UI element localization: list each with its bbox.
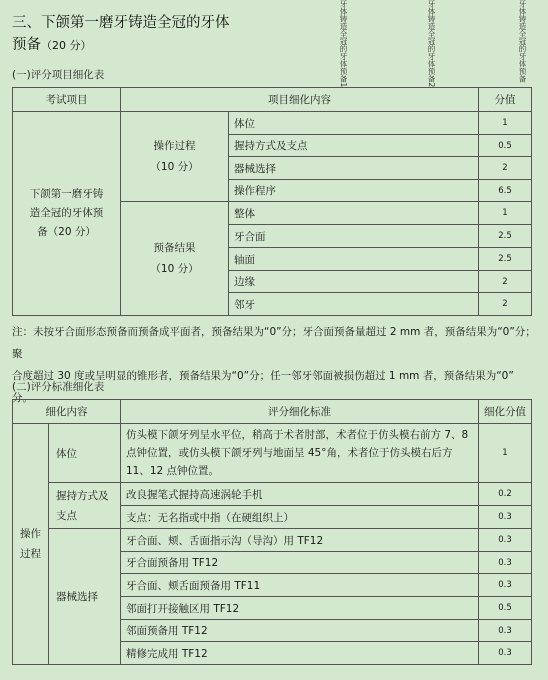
standard-value: 0.3 — [479, 574, 532, 597]
item-label: 邻牙 — [229, 293, 479, 316]
standard-text: 邻面打开接触区用 TF12 — [121, 597, 479, 620]
note-line2: 合度超过 30 度或呈明显的锥形者，预备结果为“0”分；任一邻牙邻面被损伤超过 1 mm 者，预备结果为“0” — [12, 370, 514, 382]
side-note-2: 牙体铸造全冠的牙体预备2 — [427, 0, 436, 88]
title-line1: 三、下颌第一磨牙铸造全冠的牙体 — [12, 15, 230, 31]
group-name: 操作过程 — [153, 139, 196, 152]
standard-text: 仿头模下颌牙列呈水平位，稍高于术者肘部，术者位于仿头模右前方 7、8 点钟位置，或仿头模下颌牙列与地面呈 45°角，术者位于仿头模右后方 11、12 点钟位置。 — [121, 424, 479, 483]
item-label: 体位 — [229, 112, 479, 135]
standard-text: 邻面预备用 TF12 — [121, 620, 479, 642]
category-cell: 操作过程 — [13, 424, 49, 665]
item-label: 牙合面 — [229, 225, 479, 248]
standard-text: 牙合面、颊、舌面指示沟（导沟）用 TF12 — [121, 529, 479, 552]
item-value: 2 — [479, 157, 532, 180]
header-item: 考试项目 — [13, 88, 121, 112]
standard-text: 改良握笔式握持高速涡轮手机 — [121, 483, 479, 506]
sub-name: 体位 — [49, 424, 121, 483]
title-score: （20 分） — [41, 39, 92, 52]
side-note-3: 牙体铸造全冠的牙体预备 — [518, 0, 527, 83]
note-paragraph — [12, 321, 536, 409]
standard-value: 0.3 — [479, 552, 532, 574]
header-score: 分值 — [479, 88, 532, 112]
project-cell: 下颌第一磨牙铸造全冠的牙体预备（20 分） — [13, 112, 121, 316]
standard-text: 支点：无名指或中指（在硬组织上） — [121, 506, 479, 529]
page-title — [12, 12, 312, 57]
standard-text: 精修完成用 TF12 — [121, 642, 479, 665]
side-note-1: 牙体铸造全冠的牙体预备1 — [339, 0, 348, 88]
scoring-standard-table — [12, 399, 532, 665]
group-points: （10 分） — [150, 160, 199, 173]
standard-value: 0.2 — [479, 483, 532, 506]
standard-value: 0.3 — [479, 620, 532, 642]
standard-value: 0.3 — [479, 529, 532, 552]
title-prep: 预备 — [12, 37, 41, 53]
header-score: 细化分值 — [479, 400, 532, 424]
sub-name: 器械选择 — [49, 529, 121, 665]
item-label: 器械选择 — [229, 157, 479, 180]
standard-text: 牙合面、颊舌面预备用 TF11 — [121, 574, 479, 597]
header-standard: 评分细化标准 — [121, 400, 479, 424]
item-value: 1 — [479, 112, 532, 135]
group-name: 预备结果 — [153, 241, 196, 254]
header-content: 细化内容 — [13, 400, 121, 424]
item-value: 0.5 — [479, 135, 532, 157]
item-value: 2.5 — [479, 248, 532, 271]
item-label: 边缘 — [229, 271, 479, 293]
standard-value: 1 — [479, 424, 532, 483]
item-value: 2 — [479, 271, 532, 293]
item-value: 2.5 — [479, 225, 532, 248]
title-line2 — [12, 34, 312, 57]
scoring-items-table — [12, 87, 532, 316]
sub-name: 握持方式及支点 — [49, 483, 121, 529]
standard-value: 0.5 — [479, 597, 532, 620]
group-points: （10 分） — [150, 262, 199, 275]
note-line1: 注：未按牙合面形态预备而预备成平面者，预备结果为“0”分；牙合面预备量超过 2 mm 者，预备结果为“0”分；聚 — [12, 326, 536, 360]
section1-heading: (一)评分项目细化表 — [12, 69, 105, 81]
item-label: 轴面 — [229, 248, 479, 271]
item-label: 整体 — [229, 202, 479, 225]
item-label: 操作程序 — [229, 180, 479, 202]
item-value: 2 — [479, 293, 532, 316]
standard-text: 牙合面预备用 TF12 — [121, 552, 479, 574]
item-value: 1 — [479, 202, 532, 225]
note-line3: 分。 — [12, 392, 33, 404]
item-value: 6.5 — [479, 180, 532, 202]
standard-value: 0.3 — [479, 506, 532, 529]
section2-heading: (二)评分标准细化表 — [12, 381, 105, 393]
header-content: 项目细化内容 — [121, 88, 479, 112]
group-result — [121, 202, 229, 316]
group-operation — [121, 112, 229, 202]
standard-value: 0.3 — [479, 642, 532, 665]
item-label: 握持方式及支点 — [229, 135, 479, 157]
